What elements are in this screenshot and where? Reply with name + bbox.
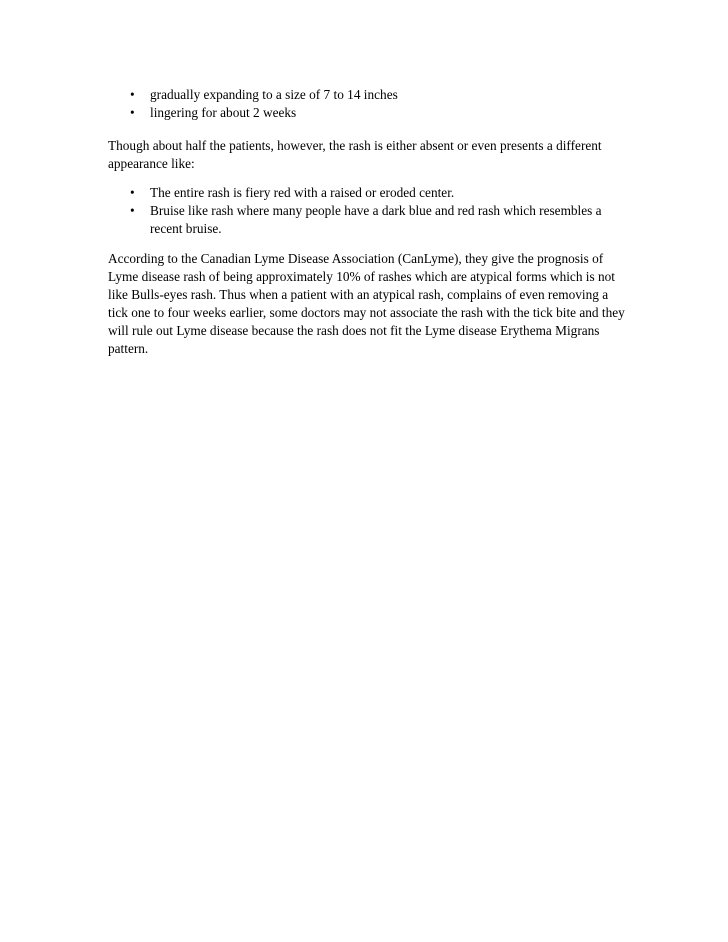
list-item-text: gradually expanding to a size of 7 to 14 inches [150, 87, 398, 102]
bullet-icon: • [130, 87, 135, 102]
bullet-icon: • [130, 203, 135, 218]
bullet-icon: • [130, 105, 135, 120]
list-item-text: Bruise like rash where many people have a dark blue and red rash which resembles a recent bruise. [150, 203, 602, 236]
list-item-text: The entire rash is fiery red with a raised or eroded center. [150, 185, 455, 200]
bullet-icon: • [130, 185, 135, 200]
list-item-text: lingering for about 2 weeks [150, 105, 297, 120]
paragraph-1: Though about half the patients, however, the rash is either absent or even presents a different appearance like: [108, 138, 602, 171]
list-item [108, 104, 628, 122]
list-item [108, 184, 628, 202]
bullet-list-middle [108, 184, 628, 238]
list-item [108, 202, 628, 238]
bullet-list-top [108, 86, 628, 122]
paragraph-2: According to the Canadian Lyme Disease Association (CanLyme), they give the prognosis of Lyme disease rash of being approximately 10% of rashes which are atypical forms which is not like Bulls-eyes rash. Thus when a patient with an atypical rash, complains of even removing a tick one to four weeks earlier, some doctors may not associate the rash with the tick bite and they will rule out Lyme disease because the rash does not fit the Lyme disease Erythema Migrans pattern. [108, 251, 625, 356]
list-item [108, 86, 628, 104]
